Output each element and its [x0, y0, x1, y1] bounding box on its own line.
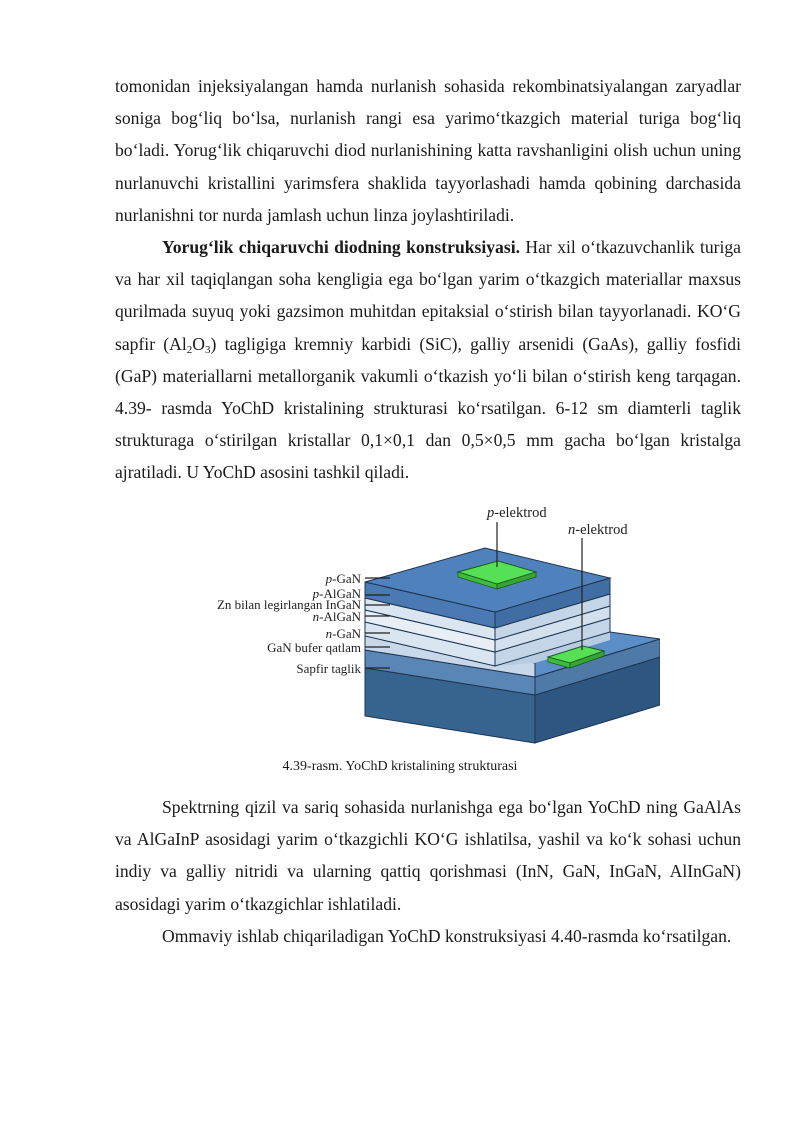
- led-structure-figure: [200, 500, 660, 760]
- section-heading: Yorug‘lik chiqaruvchi diodning konstruksiyasi.: [162, 237, 520, 258]
- bottom-text-block: [115, 791, 741, 952]
- paragraph-mass-production: Ommaviy ishlab chiqariladigan YoChD konstruksiyasi 4.40-rasmda ko‘rsatilgan.: [162, 925, 732, 946]
- layer-label-p-gan: p-GaN: [325, 571, 361, 586]
- paragraph-continuation: tomonidan injeksiyalangan hamda nurlanish sohasida rekombinatsiyalangan zaryadlar soniga bog‘liq bo‘lsa, nurlanish rangi esa yarimo‘tkazgich material turiga bog‘liq bo‘ladi. Yorug‘lik chiqaruvchi diod nurlanishining katta ravshanligini olish uchun uning nurlanuvchi kristallini yarimsfera shaklida tayyorlashadi hamda qobining darchasida nurlanishni tor nurda jamlash uchun linza joylashtiriladi.: [115, 76, 741, 225]
- layer-label-p-algan: p-AlGaN: [312, 586, 361, 601]
- paragraph-spectrum: Spektrning qizil va sariq sohasida nurlanishga ega bo‘lgan YoChD ning GaAlAs va AlGaInP asosidagi yarim o‘tkazgichli KO‘G ishlatilsa, yashil va ko‘k sohasi uchun indiy va galliy nitridi va ularning qattiq qorishmasi (InN, GaN, InGaN, AlInGaN) asosidagi yarim o‘tkazgichlar ishlatiladi.: [115, 797, 741, 914]
- layer-label-n-gan: n-GaN: [325, 626, 361, 641]
- layer-label-buffer: GaN bufer qatlam: [267, 640, 361, 655]
- layer-label-n-algan: n-AlGaN: [312, 609, 361, 624]
- paragraph-construction: Yorug‘lik chiqaruvchi diodning konstruksiyasi. Har xil o‘tkazuvchanlik turiga va har xil taqiqlangan soha kengligia ega bo‘lgan yarim o‘tkazgich materiallar maxsus qurilmada suyuq yoki gazsimon muhitdan epitaksial o‘stirish bilan tayyorlanadi. KO‘G sapfir $(Al_2O_3)$ tagligiga kremniy karbidi (SiC), galliy arsenidi (GaAs), galliy fosfidi (GaP) materiallarni metallorganik vakumli o‘tkazish yo‘li bilan o‘stirish keng tarqagan. 4.39- rasmda YoChD kristalining strukturasi ko‘rsatilgan. 6-12 sm diamterli taglik strukturaga o‘stirilgan kristallar 0,1×0,1 dan 0,5×0,5 mm gacha bo‘lgan kristalga ajratiladi. U YoChD asosini tashkil qiladi.: [115, 237, 741, 483]
- top-text-block: [115, 70, 741, 489]
- layer-label-substrate: Sapfir taglik: [296, 661, 361, 676]
- n-electrode-label: n-elektrod: [568, 522, 628, 538]
- figure-caption: 4.39-rasm. YoChD kristalining strukturasi: [282, 759, 518, 774]
- p-electrode-label: p-elektrod: [487, 505, 547, 521]
- layer-label-ingan: Zn bilan legirlangan InGaN: [216, 597, 361, 612]
